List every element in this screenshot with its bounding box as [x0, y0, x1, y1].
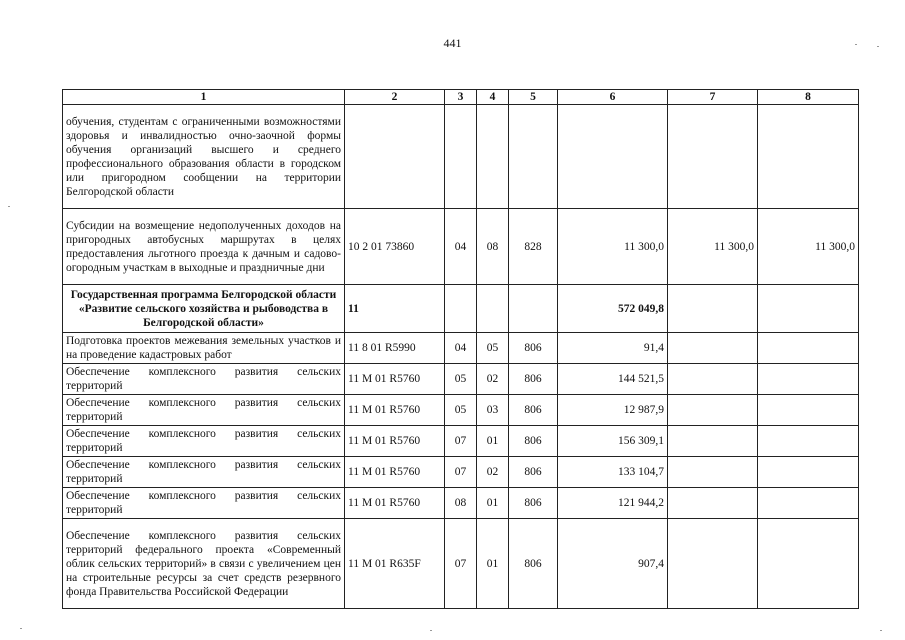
row-description: Обеспечение комплексного развития сельских территорий: [63, 395, 345, 426]
row-subsection: 03: [477, 395, 509, 426]
scan-speck: [20, 628, 22, 629]
column-header: 4: [477, 90, 509, 105]
row-section: [445, 285, 477, 333]
row-amount-col8: [758, 395, 859, 426]
row-description: Обеспечение комплексного развития сельских территорий: [63, 488, 345, 519]
row-code: 11 8 01 R5990: [345, 333, 445, 364]
row-section: 07: [445, 519, 477, 609]
row-amount-col6: 12 987,9: [558, 395, 668, 426]
table-row: [63, 333, 859, 364]
row-subsection: 02: [477, 457, 509, 488]
table-row: [63, 395, 859, 426]
row-amount-col7: [668, 395, 758, 426]
row-amount-col7: [668, 333, 758, 364]
row-amount-col6: 907,4: [558, 519, 668, 609]
row-subsection: 02: [477, 364, 509, 395]
row-code: 11 M 01 R5760: [345, 457, 445, 488]
row-amount-col8: [758, 519, 859, 609]
row-amount-col7: [668, 105, 758, 209]
row-amount-col6: 11 300,0: [558, 209, 668, 285]
column-header: 7: [668, 90, 758, 105]
table-row: [63, 364, 859, 395]
table-row: [63, 426, 859, 457]
row-section: 04: [445, 209, 477, 285]
row-subsection: [477, 105, 509, 209]
row-code: 11 M 01 R5760: [345, 364, 445, 395]
row-amount-col6: [558, 105, 668, 209]
column-header: 8: [758, 90, 859, 105]
row-amount-col8: [758, 285, 859, 333]
row-expense-type: 806: [509, 364, 558, 395]
program-title: Государственная программа Белгородской области «Развитие сельского хозяйства и рыбоводства в Белгородской области»: [63, 285, 345, 333]
row-expense-type: 806: [509, 519, 558, 609]
row-subsection: 01: [477, 426, 509, 457]
scan-speck: [8, 206, 10, 207]
row-section: 07: [445, 457, 477, 488]
column-header: 6: [558, 90, 668, 105]
row-expense-type: 806: [509, 457, 558, 488]
budget-table: [62, 89, 859, 609]
header-row: [63, 90, 859, 105]
column-header: 2: [345, 90, 445, 105]
row-amount-col7: [668, 364, 758, 395]
row-expense-type: 806: [509, 426, 558, 457]
row-description: Обеспечение комплексного развития сельских территорий: [63, 364, 345, 395]
row-section: 07: [445, 426, 477, 457]
row-code: 11 M 01 R5760: [345, 395, 445, 426]
row-description: Подготовка проектов межевания земельных участков и на проведение кадастровых работ: [63, 333, 345, 364]
row-code: 10 2 01 73860: [345, 209, 445, 285]
table-row: [63, 209, 859, 285]
row-expense-type: [509, 285, 558, 333]
row-subsection: 08: [477, 209, 509, 285]
row-section: 05: [445, 395, 477, 426]
row-expense-type: 828: [509, 209, 558, 285]
row-section: 05: [445, 364, 477, 395]
row-expense-type: 806: [509, 395, 558, 426]
row-code: 11 M 01 R635F: [345, 519, 445, 609]
row-expense-type: [509, 105, 558, 209]
column-header: 3: [445, 90, 477, 105]
row-amount-col7: [668, 519, 758, 609]
program-row: [63, 285, 859, 333]
row-expense-type: 806: [509, 488, 558, 519]
row-description: Обеспечение комплексного развития сельских территорий: [63, 426, 345, 457]
row-code: 11 M 01 R5760: [345, 488, 445, 519]
row-expense-type: 806: [509, 333, 558, 364]
scan-speck: [855, 44, 857, 45]
page-number: 441: [443, 36, 462, 50]
row-description: обучения, студентам с ограниченными возможностями здоровья и инвалидностью очно-заочной формы обучения организаций высшего и среднего профессионального образования области в городском или пригородном сообщении на территории Белгородской области: [63, 105, 345, 209]
table-row: [63, 105, 859, 209]
row-description: Субсидии на возмещение недополученных доходов на пригородных автобусных маршрутах в целях предоставления льготного проезда к дачным и садово-огородным участкам в выходные и праздничные дни: [63, 209, 345, 285]
row-section: 08: [445, 488, 477, 519]
row-code: [345, 105, 445, 209]
row-amount-col8: 11 300,0: [758, 209, 859, 285]
row-subsection: 01: [477, 519, 509, 609]
row-section: [445, 105, 477, 209]
row-amount-col7: [668, 285, 758, 333]
table-row: [63, 457, 859, 488]
row-subsection: 01: [477, 488, 509, 519]
row-amount-col7: [668, 488, 758, 519]
row-amount-col8: [758, 333, 859, 364]
row-code: 11: [345, 285, 445, 333]
column-header: 5: [509, 90, 558, 105]
row-amount-col6: 121 944,2: [558, 488, 668, 519]
row-amount-col8: [758, 105, 859, 209]
row-subsection: 05: [477, 333, 509, 364]
row-amount-col8: [758, 364, 859, 395]
scan-speck: [877, 46, 879, 47]
row-code: 11 M 01 R5760: [345, 426, 445, 457]
row-amount-col6: 144 521,5: [558, 364, 668, 395]
row-amount-col8: [758, 457, 859, 488]
row-amount-col7: [668, 426, 758, 457]
table-row: [63, 519, 859, 609]
row-amount-col8: [758, 426, 859, 457]
row-amount-col6: 91,4: [558, 333, 668, 364]
row-amount-col8: [758, 488, 859, 519]
row-amount-col6: 572 049,8: [558, 285, 668, 333]
scan-speck: [430, 630, 432, 631]
column-header: 1: [63, 90, 345, 105]
row-amount-col6: 156 309,1: [558, 426, 668, 457]
scan-speck: [880, 630, 882, 631]
table-row: [63, 488, 859, 519]
row-amount-col7: [668, 457, 758, 488]
row-section: 04: [445, 333, 477, 364]
row-subsection: [477, 285, 509, 333]
row-description: Обеспечение комплексного развития сельских территорий федерального проекта «Современный облик сельских территорий» в связи с увеличением цен на строительные ресурсы за счет средств резервного фонда Правительства Российской Федерации: [63, 519, 345, 609]
row-description: Обеспечение комплексного развития сельских территорий: [63, 457, 345, 488]
row-amount-col6: 133 104,7: [558, 457, 668, 488]
row-amount-col7: 11 300,0: [668, 209, 758, 285]
